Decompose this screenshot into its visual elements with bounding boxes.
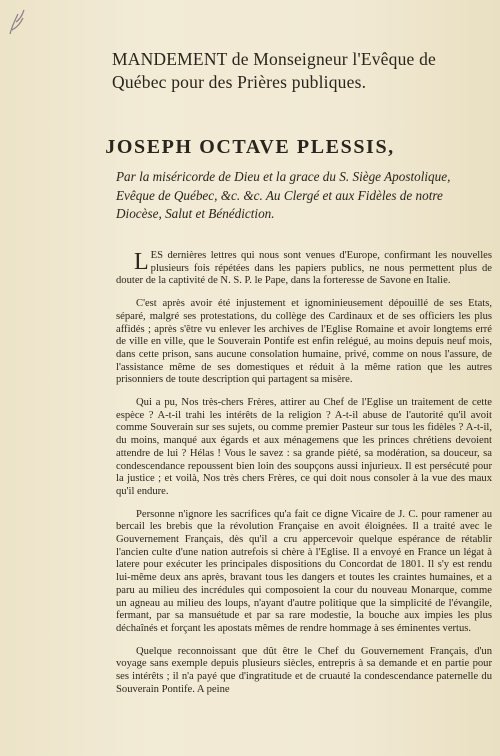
document-title: [112, 48, 492, 94]
pencil-annotation: [6, 4, 30, 42]
title-line-2: Québec pour des Prières publiques.: [112, 72, 367, 92]
paragraph-2: C'est après avoir été injustement et ignominieusement dépouillé de ses Etats, séparé, malgré ses protestations, du collège des Cardinaux et de ses officiers les plus affidés ; après s'être vu enlever les archives de l'Eglise Romaine et avoir longtems erré de ville en ville, que le Souverain Pontife est enfin relégué, au moins depuis neuf mois, dans cette prison, sans aucune consolation humaine, privé, comme on nous l'assure, de l'assistance même de ses domestiques et réduit à la même ration que les autres prisonniers de toute description qui partagent sa misère.: [116, 298, 492, 386]
body-text: [116, 250, 492, 707]
paragraph-4: Personne n'ignore les sacrifices qu'a fait ce digne Vicaire de J. C. pour ramener au bercail les brebis que la révolution Française en avoit éloignées. Il a traité avec le Gouvernement Français, dès qu'il a cru appercevoir quelque espérance de rétablir l'ancien culte d'une nation autrefois si chère à l'Eglise. Il a envoyé en France un légat à latere pour exécuter les principales dispositions du Concordat de 1801. Il s'y est rendu lui-même deux ans après, bravant tous les dangers et toutes les craintes humaines, et a paru au milieu des incrédules qui composoient la cour du nouveau Monarque, comme un agneau au milieu des loups, n'ayant d'autre politique que la simplicité de l'évangile, fermant, par sa mansuétude et par sa rare modestie, la bouche aux impies les plus déchaînés et forçant les apostats mêmes de rendre hommage à ses éminentes vertus.: [116, 508, 492, 634]
paragraph-1-text: ES dernières lettres qui nous sont venues d'Europe, confirmant les nouvelles plusieurs fois répétées dans les papiers publics, ne nous permettent plus de douter de la captivité de N. S. P. le Pape, dans la forteresse de Savone en Italie.: [116, 250, 492, 287]
paragraph-5: Quelque reconnoissant que dût être le Chef du Gouvernement Français, d'un voyage sans exemple depuis plusieurs siècles, entrepris à sa demande et en partie pour ses intérêts ; il n'a payé que d'ingratitude et de cruauté la condescendance paternelle du Souverain Pontife. A peine: [116, 645, 492, 695]
drop-cap: L: [134, 249, 149, 275]
paragraph-3: Qui a pu, Nos très-chers Frères, attirer au Chef de l'Eglise un traitement de cette espèce ? A-t-il trahi les intérêts de la religion ? A-t-il abuse de l'autorité qu'il avoit comme Souverain sur ses sujets, ou comme premier Pasteur sur tous les fidèles ? A-t-il, du moins, manqué aux égards et aux ménagemens que les princes chrétiens devoient attendre de lui ? Hélas ! Vous le savez : sa grande piété, sa modération, sa douceur, sa condescendance repoussent bien loin des soupçons aussi injurieux. Il est persécuté pour la justice ; et voilà, Nos très chers Frères, ce qui doit nous consoler à la vue des maux qu'il endure.: [116, 397, 492, 497]
intro-salutation: Par la miséricorde de Dieu et la grace du S. Siège Apostolique, Evêque de Québec, &c. &c. Au Clergé et aux Fidèles de notre Diocèse, Salut et Bénédiction.: [116, 169, 451, 221]
title-line-1: MANDEMENT de Monseigneur l'Evêque de: [112, 49, 436, 69]
author-name: JOSEPH OCTAVE PLESSIS,: [105, 136, 395, 158]
paragraph-1: [116, 250, 492, 288]
